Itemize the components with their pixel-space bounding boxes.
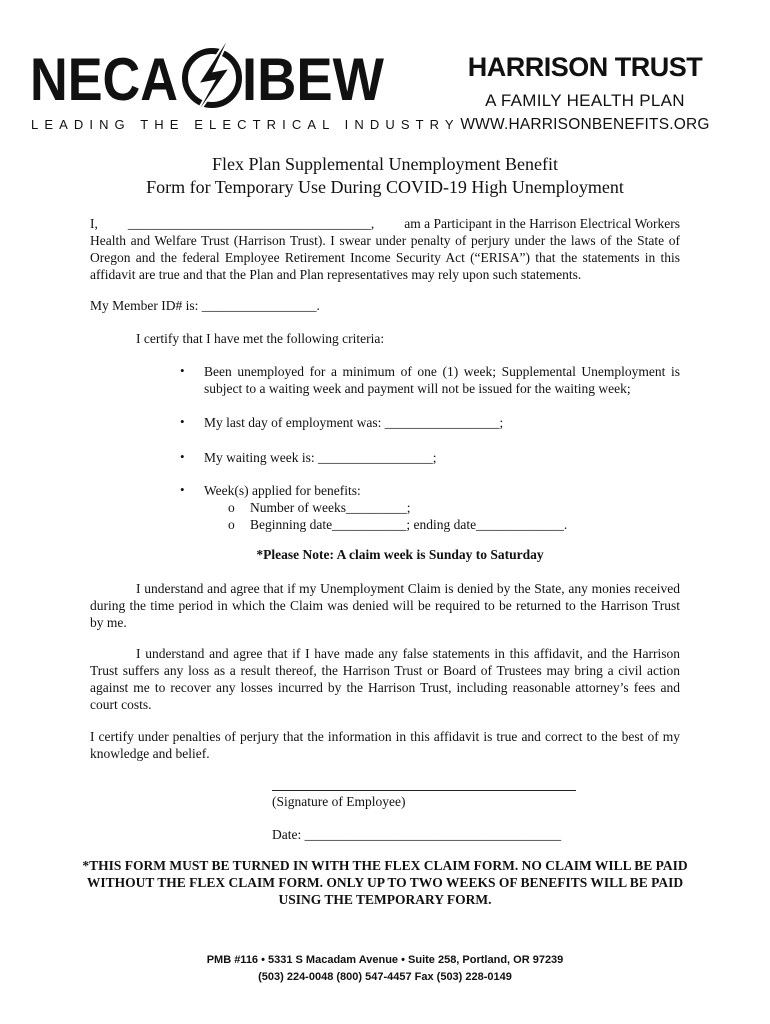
- date-line: Date: ______________________________________: [272, 827, 562, 842]
- certify-criteria-text: I certify that I have met the following criteria:: [136, 331, 385, 346]
- signature-label: (Signature of Employee): [272, 794, 406, 809]
- org-header: [440, 52, 730, 134]
- criteria-item: [180, 363, 680, 397]
- intro-rest: Health and Welfare Trust (Harrison Trust). I swear under penalty of perjury under the laws of the State of Oregon and the federal Employee Retirement Income Security Act (“ERISA”) that the statements in this affidavit are true and that the Plan and Plan representatives may rely upon such statements.: [90, 233, 680, 282]
- logo-neca-text: NECA: [30, 46, 178, 113]
- criteria-item: [180, 449, 680, 466]
- sub-item: [228, 516, 680, 533]
- criteria-item: [180, 414, 680, 431]
- bullet-marker: •: [180, 414, 185, 429]
- org-subtitle: A FAMILY HEALTH PLAN: [485, 91, 685, 110]
- certify-perjury-paragraph: I certify under penalties of perjury that the information in this affidavit is true and correct to the best of my knowledge and belief.: [90, 729, 680, 761]
- denied-claim-paragraph: I understand and agree that if my Unemployment Claim is denied by the State, any monies received during the time period in which the Claim was denied will be required to be returned to the Harrison Trust by me.: [90, 581, 680, 630]
- org-website: WWW.HARRISONBENEFITS.ORG: [460, 116, 710, 133]
- org-name: HARRISON TRUST: [467, 52, 703, 82]
- last-day-employment-line: My last day of employment was: _________________;: [204, 415, 504, 430]
- bullet-marker: •: [180, 449, 185, 464]
- footer: [0, 952, 770, 986]
- bullet-marker: •: [180, 363, 185, 378]
- signature-line: [272, 790, 576, 791]
- claim-week-note: *Please Note: A claim week is Sunday to Saturday: [256, 547, 544, 562]
- intro-i: I,: [90, 216, 98, 231]
- intro-paragraph: [90, 215, 680, 283]
- lightning-bolt-icon: [185, 30, 239, 123]
- participant-name-blank: ____________________________________,: [127, 216, 375, 231]
- false-statement-paragraph: I understand and agree that if I have made any false statements in this affidavit, and the Harrison Trust suffers any loss as a result thereof, the Harrison Trust or Board of Trustees may bring a civil action against me to recover any losses incurred by the Harrison Trust, including reasonable attorney’s fees and court costs.: [90, 646, 680, 712]
- waiting-week-line: My waiting week is: _________________;: [204, 450, 437, 465]
- footer-phones: (503) 224-0048 (800) 547-4457 Fax (503) 228-0149: [258, 971, 512, 983]
- title-line-1: Flex Plan Supplemental Unemployment Benefit: [212, 154, 558, 174]
- submission-warning: *THIS FORM MUST BE TURNED IN WITH THE FLEX CLAIM FORM. NO CLAIM WILL BE PAID WITHOUT THE FLEX CLAIM FORM. ONLY UP TO TWO WEEKS OF BENEFITS WILL BE PAID USING THE TEMPORARY FORM.: [82, 858, 688, 907]
- logo-tagline: LEADING THE ELECTRICAL INDUSTRY: [31, 117, 460, 132]
- form-title: [0, 153, 770, 199]
- logo-ibew-text: IBEW: [242, 46, 385, 113]
- title-line-2: Form for Temporary Use During COVID-19 High Unemployment: [146, 177, 624, 197]
- date-range-line: Beginning date___________; ending date_____________.: [250, 517, 568, 532]
- sub-marker: o: [228, 500, 235, 515]
- weeks-applied-label: Week(s) applied for benefits:: [204, 483, 361, 498]
- criteria-item: [180, 482, 680, 533]
- sub-item: [228, 499, 680, 516]
- footer-address: PMB #116 • 5331 S Macadam Avenue • Suite 258, Portland, OR 97239: [206, 954, 564, 966]
- criteria-text: Been unemployed for a minimum of one (1) week; Supplemental Unemployment is subject to a waiting week and payment will not be issued for the waiting week;: [204, 364, 680, 396]
- sub-marker: o: [228, 517, 235, 532]
- number-of-weeks-line: Number of weeks_________;: [250, 500, 411, 515]
- intro-first-line: am a Participant in the Harrison Electrical Workers: [404, 216, 680, 231]
- bullet-marker: •: [180, 482, 185, 497]
- member-id-line: My Member ID# is: _________________.: [90, 298, 320, 313]
